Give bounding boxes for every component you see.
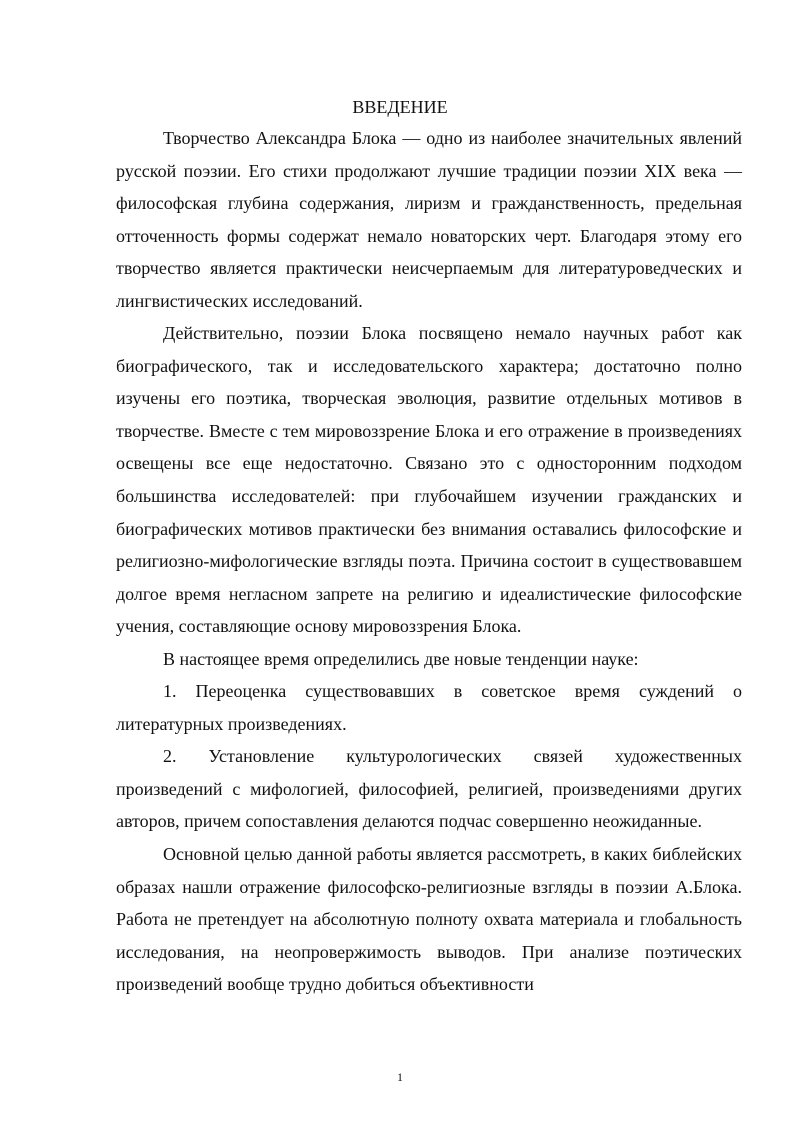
- paragraph-intro: Творчество Александра Блока — одно из наиболее значительных явлений русской поэзии. Его стихи продолжают лучшие традиции поэзии XIX века — философская глубина содержания, лиризм и гражданственность, предельная отточенность формы содержат немало новаторских черт. Благодаря этому его творчество является практически неисчерпаемым для литературоведческих и лингвистических исследований.: [116, 128, 742, 311]
- list-item-2: 2. Установление культурологических связей художественных произведений с мифологией, философией, религией, произведениями других авторов, причем сопоставления делаются подчас совершенно неожиданные.: [116, 746, 742, 832]
- page-title: ВВЕДЕНИЕ: [352, 97, 448, 117]
- page-number: 1: [397, 1070, 403, 1084]
- body-text: [116, 122, 742, 1001]
- paragraph-goal: Основной целью данной работы является рассмотреть, в каких библейских образах нашли отражение философско-религиозные взгляды в поэзии А.Блока. Работа не претендует на абсолютную полноту охвата материала и глобальность исследования, на неопровержимость выводов. При анализе поэтических произведений вообще трудно добиться объективности: [116, 844, 742, 995]
- paragraph-trends: В настоящее время определились две новые тенденции науке:: [163, 648, 639, 669]
- paragraph-research-state: Действительно, поэзии Блока посвящено немало научных работ как биографического, так и исследовательского характера; достаточно полно изучены его поэтика, творческая эволюция, развитие отдельных мотивов в творчестве. Вместе с тем мировоззрение Блока и его отражение в произведениях освещены все еще недостаточно. Связано это с односторонним подходом большинства исследователей: при глубочайшем изучении гражданских и биографических мотивов практически без внимания оставались философские и религиозно-мифологические взгляды поэта. Причина состоит в существовавшем долгое время негласном запрете на религию и идеалистические философские учения, составляющие основу мировоззрения Блока.: [116, 323, 742, 637]
- list-item-1: 1. Переоценка существовавших в советское время суждений о литературных произведениях.: [116, 681, 742, 734]
